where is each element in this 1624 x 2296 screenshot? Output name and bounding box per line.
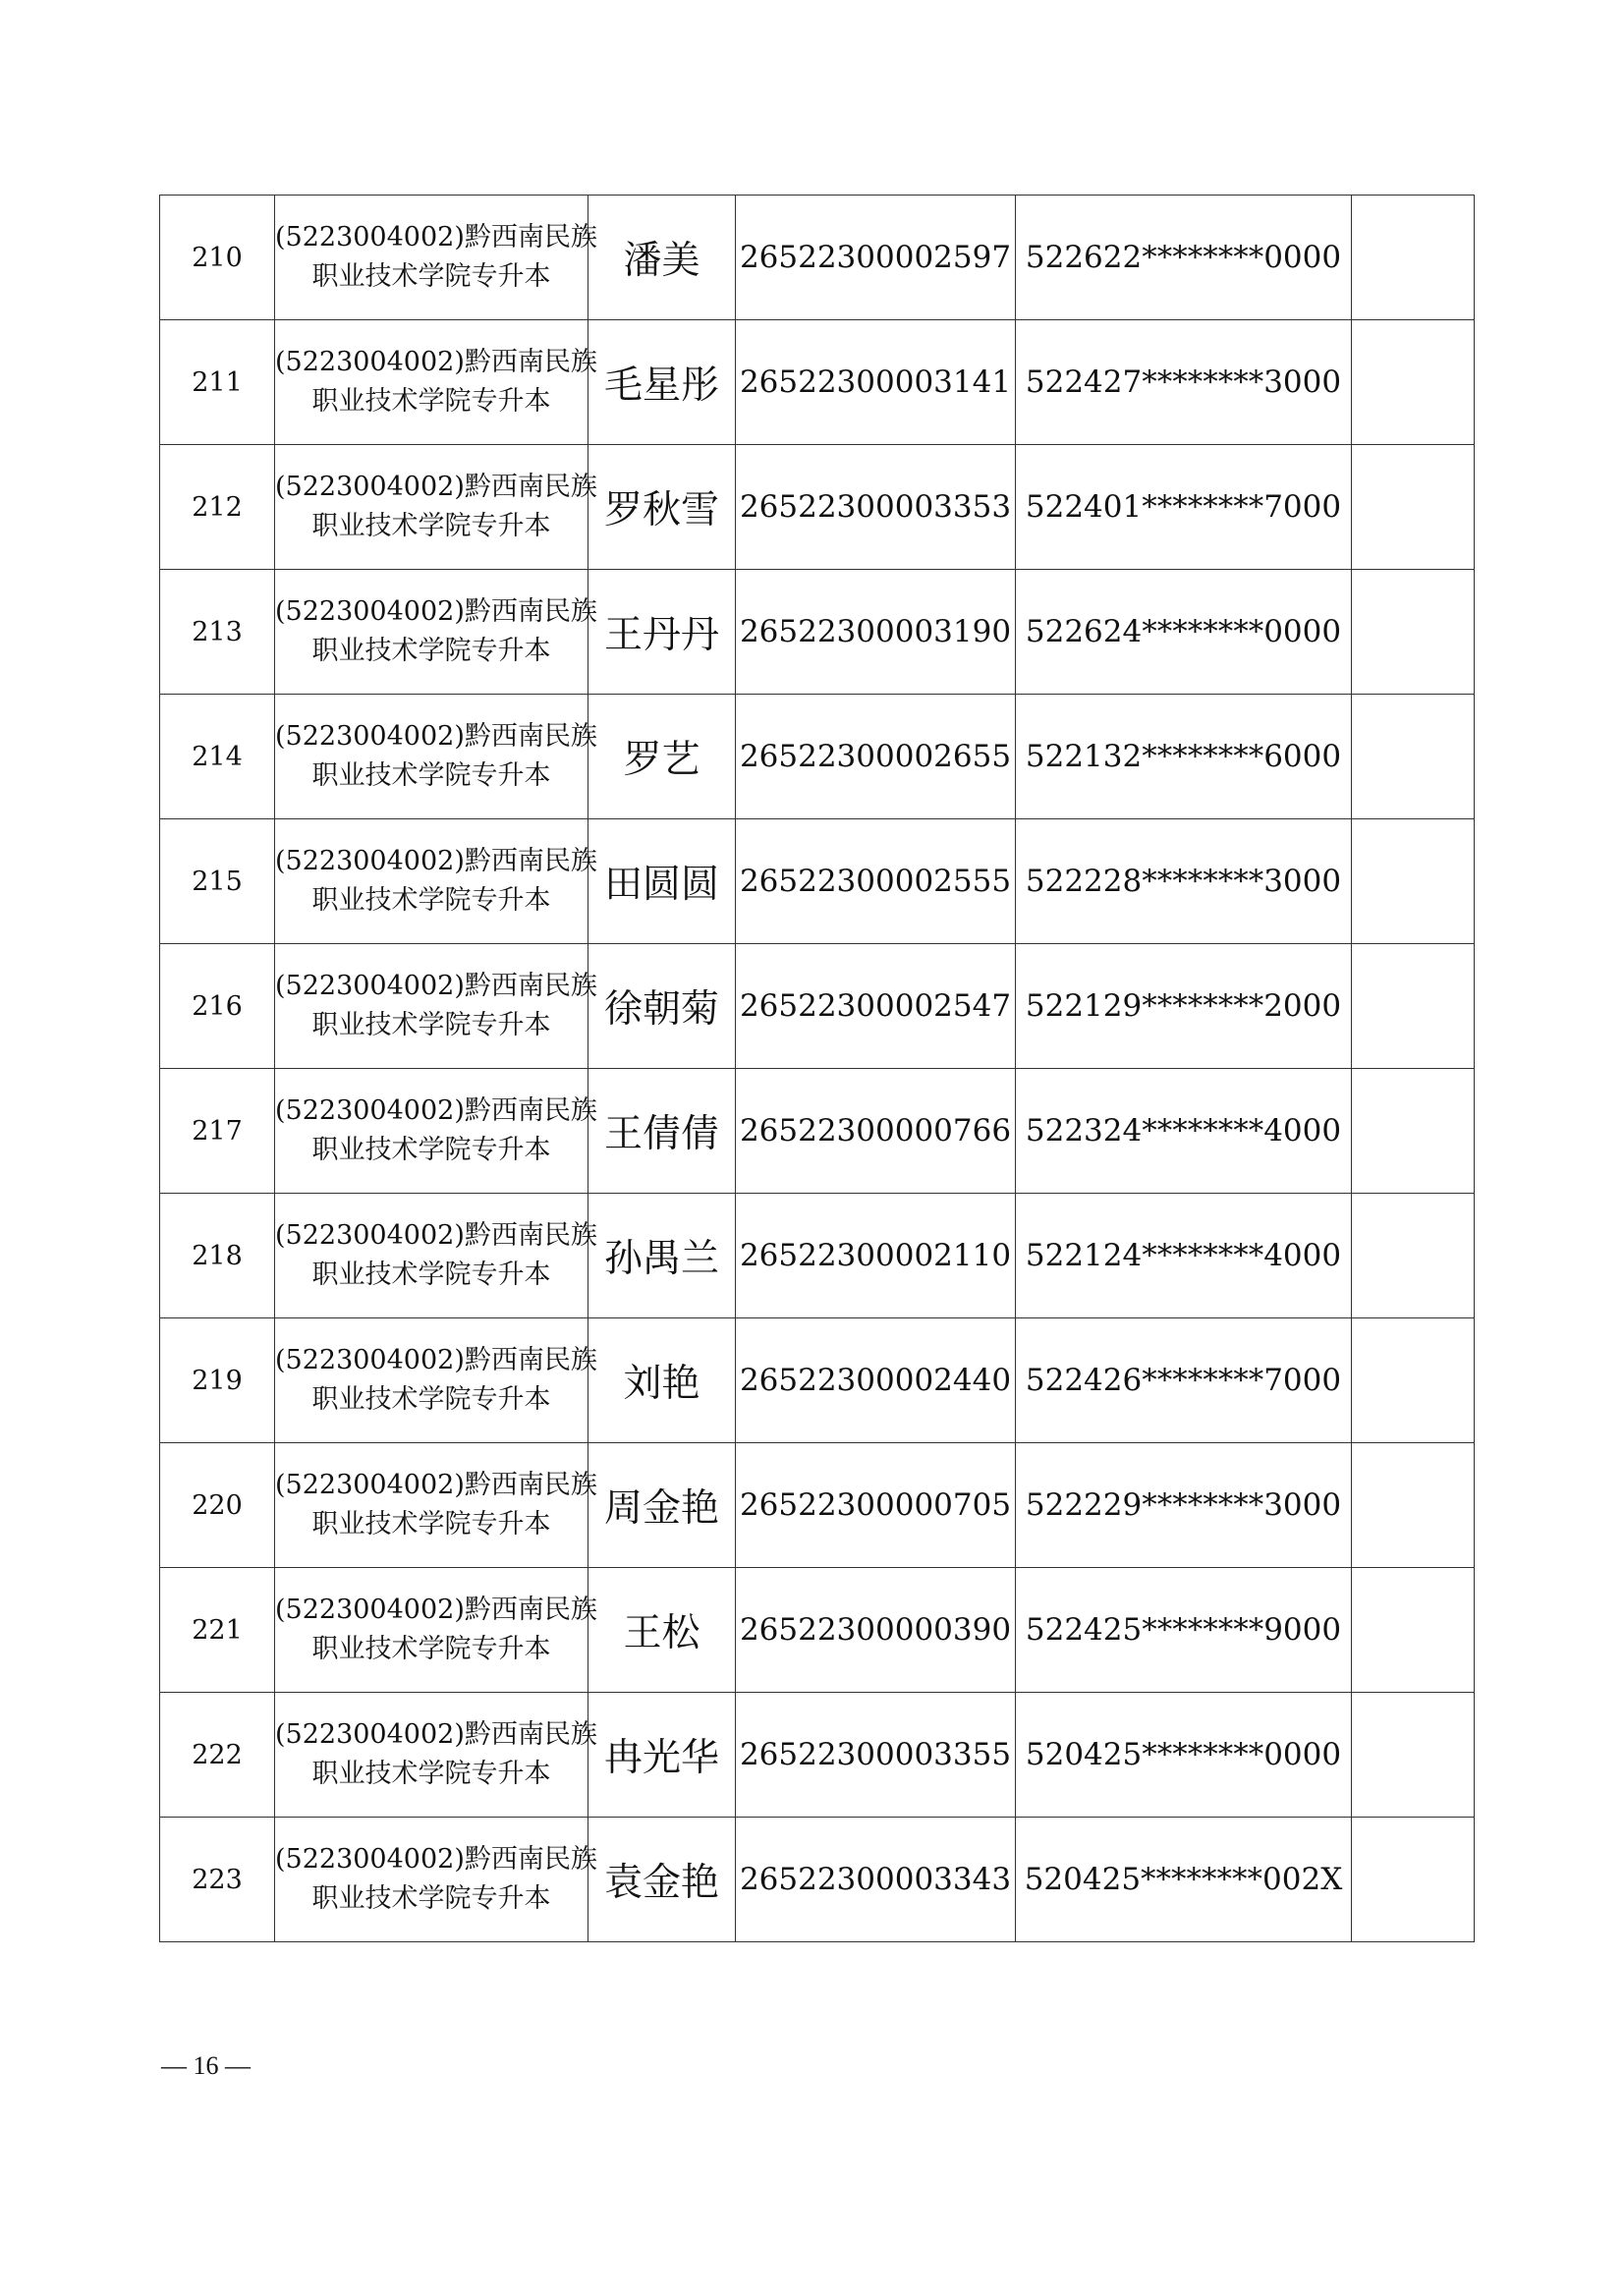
remark-cell bbox=[1352, 445, 1475, 570]
id-number: 522132********6000 bbox=[1016, 695, 1352, 819]
institution-line-1: (5223004002)黔西南民族 bbox=[275, 472, 597, 502]
student-name: 王倩倩 bbox=[588, 1069, 736, 1194]
exam-number: 26522300000705 bbox=[736, 1443, 1016, 1568]
student-name: 孙禺兰 bbox=[588, 1194, 736, 1318]
student-name: 刘艳 bbox=[588, 1318, 736, 1443]
institution-line-1: (5223004002)黔西南民族 bbox=[275, 596, 597, 627]
institution-line-2: 职业技术学院专升本 bbox=[311, 1634, 551, 1664]
institution-line-1: (5223004002)黔西南民族 bbox=[275, 1345, 597, 1375]
id-number: 522425********9000 bbox=[1016, 1568, 1352, 1693]
row-number: 217 bbox=[160, 1069, 275, 1194]
exam-number: 26522300002555 bbox=[736, 819, 1016, 944]
row-number: 211 bbox=[160, 320, 275, 445]
institution-line-2: 职业技术学院专升本 bbox=[311, 386, 551, 417]
institution-cell bbox=[275, 1069, 597, 1194]
institution-line-2: 职业技术学院专升本 bbox=[311, 1260, 551, 1290]
remark-cell bbox=[1352, 1443, 1475, 1568]
student-name: 徐朝菊 bbox=[588, 944, 736, 1069]
institution-line-1: (5223004002)黔西南民族 bbox=[275, 721, 597, 752]
institution-line-1: (5223004002)黔西南民族 bbox=[275, 1719, 597, 1750]
institution-line-1: (5223004002)黔西南民族 bbox=[275, 971, 597, 1001]
institution-cell bbox=[275, 1818, 597, 1942]
student-name: 田圆圆 bbox=[588, 819, 736, 944]
institution-line-2: 职业技术学院专升本 bbox=[311, 1135, 551, 1165]
remark-cell bbox=[1352, 695, 1475, 819]
institution-line-2: 职业技术学院专升本 bbox=[311, 885, 551, 916]
row-number: 210 bbox=[160, 196, 275, 320]
table-row bbox=[160, 695, 1475, 819]
institution-line-1: (5223004002)黔西南民族 bbox=[275, 222, 597, 252]
id-number: 522624********0000 bbox=[1016, 570, 1352, 695]
remark-cell bbox=[1352, 1069, 1475, 1194]
table-row bbox=[160, 320, 1475, 445]
remark-cell bbox=[1352, 1568, 1475, 1693]
remark-cell bbox=[1352, 1693, 1475, 1818]
exam-number: 26522300003343 bbox=[736, 1818, 1016, 1942]
student-name: 王松 bbox=[588, 1568, 736, 1693]
remark-cell bbox=[1352, 944, 1475, 1069]
student-name: 周金艳 bbox=[588, 1443, 736, 1568]
remark-cell bbox=[1352, 1194, 1475, 1318]
id-number: 522129********2000 bbox=[1016, 944, 1352, 1069]
institution-cell bbox=[275, 1568, 597, 1693]
student-name: 袁金艳 bbox=[588, 1818, 736, 1942]
institution-line-1: (5223004002)黔西南民族 bbox=[275, 846, 597, 876]
table-row bbox=[160, 1069, 1475, 1194]
institution-line-1: (5223004002)黔西南民族 bbox=[275, 1844, 597, 1875]
row-number: 216 bbox=[160, 944, 275, 1069]
exam-number: 26522300003141 bbox=[736, 320, 1016, 445]
remark-cell bbox=[1352, 196, 1475, 320]
remark-cell bbox=[1352, 1818, 1475, 1942]
exam-number: 26522300002110 bbox=[736, 1194, 1016, 1318]
institution-line-1: (5223004002)黔西南民族 bbox=[275, 347, 597, 377]
id-number: 522622********0000 bbox=[1016, 196, 1352, 320]
table-row bbox=[160, 1818, 1475, 1942]
table-row bbox=[160, 1318, 1475, 1443]
id-number: 522427********3000 bbox=[1016, 320, 1352, 445]
id-number: 522124********4000 bbox=[1016, 1194, 1352, 1318]
remark-cell bbox=[1352, 320, 1475, 445]
student-name: 毛星彤 bbox=[588, 320, 736, 445]
student-name: 冉光华 bbox=[588, 1693, 736, 1818]
institution-cell bbox=[275, 1194, 597, 1318]
row-number: 221 bbox=[160, 1568, 275, 1693]
institution-line-2: 职业技术学院专升本 bbox=[311, 636, 551, 666]
institution-cell bbox=[275, 944, 597, 1069]
institution-line-1: (5223004002)黔西南民族 bbox=[275, 1095, 597, 1126]
row-number: 214 bbox=[160, 695, 275, 819]
institution-cell bbox=[275, 819, 597, 944]
exam-number: 26522300002597 bbox=[736, 196, 1016, 320]
id-number: 522228********3000 bbox=[1016, 819, 1352, 944]
institution-line-2: 职业技术学院专升本 bbox=[311, 1759, 551, 1789]
remark-cell bbox=[1352, 819, 1475, 944]
exam-number: 26522300000766 bbox=[736, 1069, 1016, 1194]
table-row bbox=[160, 819, 1475, 944]
exam-number: 26522300002440 bbox=[736, 1318, 1016, 1443]
id-number: 522426********7000 bbox=[1016, 1318, 1352, 1443]
exam-number: 26522300000390 bbox=[736, 1568, 1016, 1693]
institution-cell bbox=[275, 196, 597, 320]
row-number: 219 bbox=[160, 1318, 275, 1443]
institution-cell bbox=[275, 570, 597, 695]
table-row bbox=[160, 1693, 1475, 1818]
institution-cell bbox=[275, 1318, 597, 1443]
institution-line-2: 职业技术学院专升本 bbox=[311, 760, 551, 791]
row-number: 218 bbox=[160, 1194, 275, 1318]
id-number: 522229********3000 bbox=[1016, 1443, 1352, 1568]
table-row bbox=[160, 570, 1475, 695]
page-number: — 16 — bbox=[161, 2051, 251, 2080]
roster-body bbox=[160, 196, 1475, 1942]
institution-cell bbox=[275, 1693, 597, 1818]
row-number: 213 bbox=[160, 570, 275, 695]
row-number: 222 bbox=[160, 1693, 275, 1818]
table-row bbox=[160, 445, 1475, 570]
institution-line-1: (5223004002)黔西南民族 bbox=[275, 1220, 597, 1251]
exam-number: 26522300003355 bbox=[736, 1693, 1016, 1818]
student-name: 罗艺 bbox=[588, 695, 736, 819]
institution-cell bbox=[275, 1443, 597, 1568]
id-number: 520425********0000 bbox=[1016, 1693, 1352, 1818]
row-number: 212 bbox=[160, 445, 275, 570]
exam-number: 26522300003353 bbox=[736, 445, 1016, 570]
institution-cell bbox=[275, 320, 597, 445]
student-name: 王丹丹 bbox=[588, 570, 736, 695]
table-row bbox=[160, 1194, 1475, 1318]
student-name: 罗秋雪 bbox=[588, 445, 736, 570]
exam-number: 26522300002547 bbox=[736, 944, 1016, 1069]
id-number: 520425********002X bbox=[1016, 1818, 1352, 1942]
remark-cell bbox=[1352, 570, 1475, 695]
row-number: 215 bbox=[160, 819, 275, 944]
id-number: 522324********4000 bbox=[1016, 1069, 1352, 1194]
institution-cell bbox=[275, 445, 597, 570]
table-row bbox=[160, 196, 1475, 320]
institution-line-2: 职业技术学院专升本 bbox=[311, 1010, 551, 1040]
id-number: 522401********7000 bbox=[1016, 445, 1352, 570]
institution-line-2: 职业技术学院专升本 bbox=[311, 1883, 551, 1914]
institution-line-2: 职业技术学院专升本 bbox=[311, 261, 551, 292]
row-number: 223 bbox=[160, 1818, 275, 1942]
institution-line-1: (5223004002)黔西南民族 bbox=[275, 1470, 597, 1500]
table-row bbox=[160, 1443, 1475, 1568]
institution-line-1: (5223004002)黔西南民族 bbox=[275, 1595, 597, 1625]
table-row bbox=[160, 944, 1475, 1069]
roster-table bbox=[159, 195, 1475, 1942]
remark-cell bbox=[1352, 1318, 1475, 1443]
student-name: 潘美 bbox=[588, 196, 736, 320]
exam-number: 26522300002655 bbox=[736, 695, 1016, 819]
institution-line-2: 职业技术学院专升本 bbox=[311, 1384, 551, 1415]
institution-line-2: 职业技术学院专升本 bbox=[311, 511, 551, 541]
row-number: 220 bbox=[160, 1443, 275, 1568]
institution-cell bbox=[275, 695, 597, 819]
exam-number: 26522300003190 bbox=[736, 570, 1016, 695]
institution-line-2: 职业技术学院专升本 bbox=[311, 1509, 551, 1540]
table-row bbox=[160, 1568, 1475, 1693]
